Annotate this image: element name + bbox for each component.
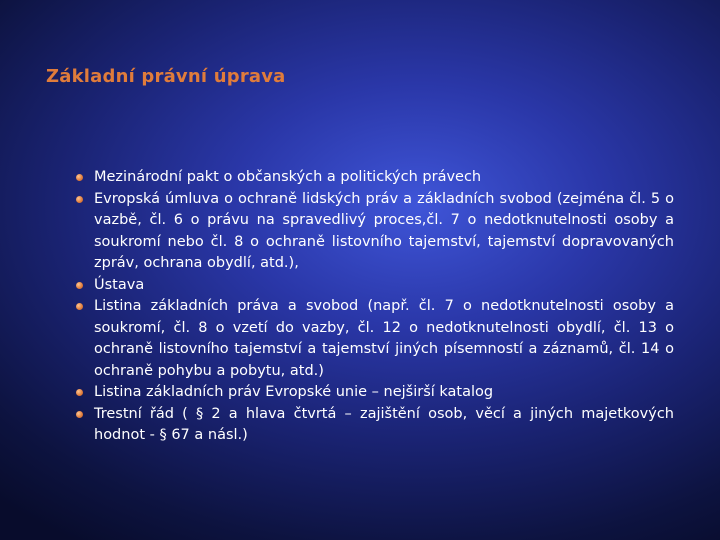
bullet-icon	[76, 411, 83, 418]
list-item	[76, 382, 674, 404]
list-item	[76, 167, 674, 189]
bullet-icon	[76, 196, 83, 203]
list-item-text: Evropská úmluva o ochraně lidských práv a základních svobod (zejména čl. 5 o vazbě, čl. 6 o právu na spravedlivý proces,čl. 7 o nedotknutelnosti osoby a soukromí nebo čl. 8 o ochraně listovního tajemství, tajemství dopravovaných zpráv, ochrana obydlí, atd.),	[94, 190, 674, 271]
list-item	[76, 275, 674, 297]
list-item-text: Listina základních práva a svobod (např. čl. 7 o nedotknutelnosti osoby a soukromí, čl. 8 o vzetí do vazby, čl. 12 o nedotknutelnosti obydlí, čl. 13 o ochraně listovního tajemství a tajemství jiných písemností a záznamů, čl. 14 o ochraně pohybu a pobytu, atd.)	[94, 298, 674, 379]
bullet-icon	[76, 174, 83, 181]
list-item-text: Mezinárodní pakt o občanských a politických právech	[94, 169, 482, 185]
bullet-list	[76, 167, 674, 447]
bullet-icon	[76, 282, 83, 289]
list-item	[76, 296, 674, 382]
list-item	[76, 404, 674, 447]
list-item-text: Trestní řád ( § 2 a hlava čtvrtá – zajištění osob, věcí a jiných majetkových hodnot - § 67 a násl.)	[94, 405, 674, 443]
bullet-icon	[76, 389, 83, 396]
bullet-icon	[76, 303, 83, 310]
list-item-text: Listina základních práv Evropské unie – nejširší katalog	[94, 384, 494, 400]
slide-title: Základní právní úprava	[46, 66, 286, 87]
list-item-text: Ústava	[94, 276, 145, 293]
list-item	[76, 189, 674, 275]
